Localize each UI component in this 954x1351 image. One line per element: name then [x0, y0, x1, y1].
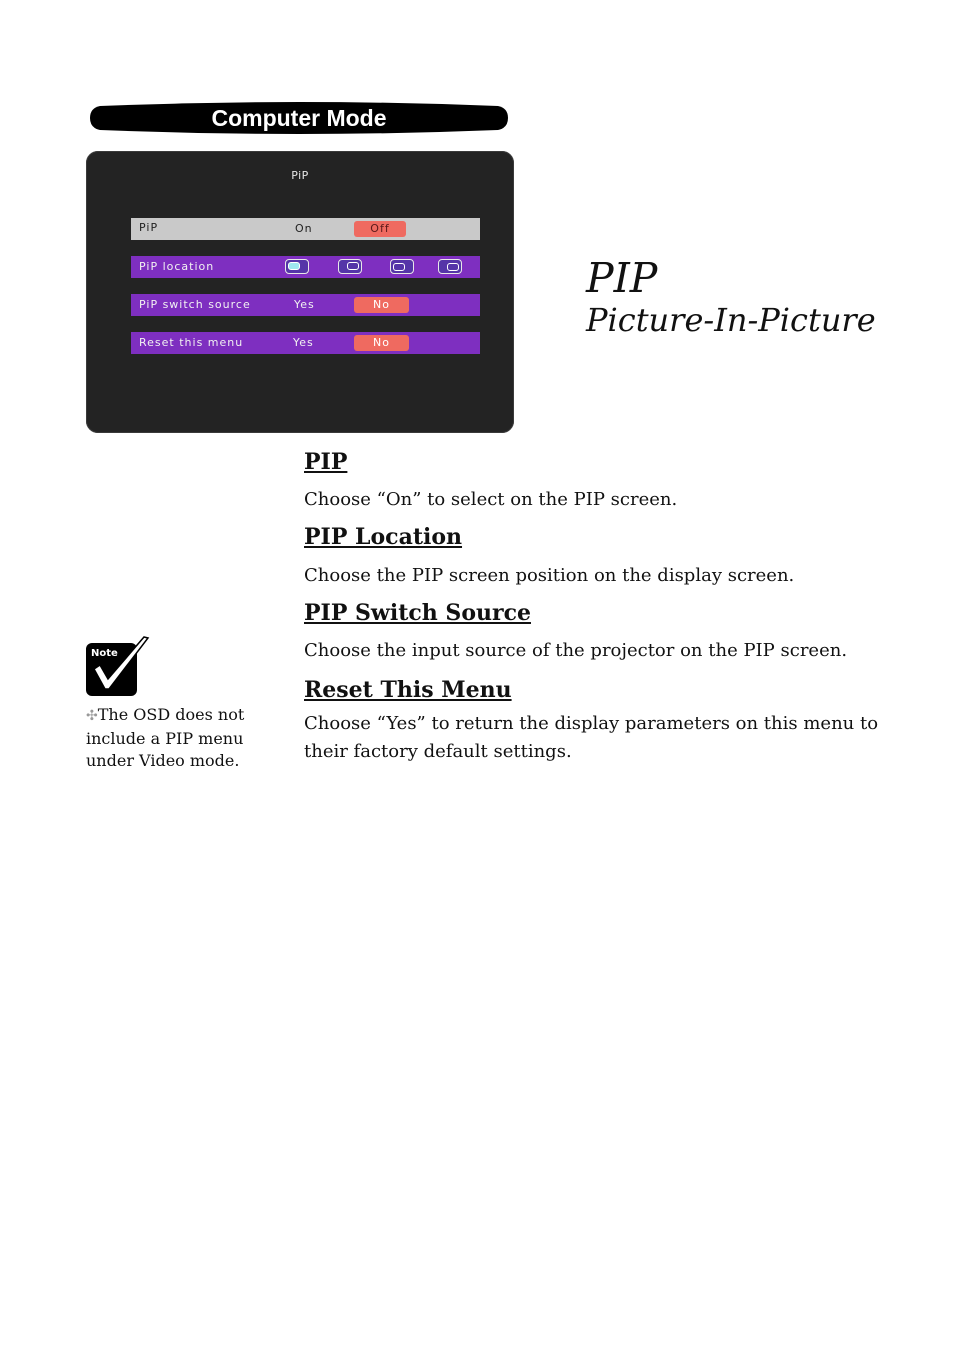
- osd-row-pip-switch-source[interactable]: [131, 294, 480, 316]
- note-icon-label: Note: [91, 648, 118, 659]
- section-heading-pip-location: PIP Location: [304, 524, 463, 550]
- note-body: The OSD does not include a PIP menu under Video mode.: [86, 705, 245, 770]
- osd-option-off[interactable]: Off: [354, 221, 406, 237]
- osd-row-label: PiP: [139, 221, 159, 234]
- section-body-reset-this-menu: Choose “Yes” to return the display parameters on this menu to their factory default settings.: [304, 713, 879, 762]
- page-title: PIP: [586, 254, 658, 302]
- note-bullet-icon: ✣: [86, 708, 98, 724]
- section-body-pip-switch-source: Choose the input source of the projector on the PIP screen.: [304, 640, 848, 661]
- osd-option-yes[interactable]: Yes: [293, 336, 314, 349]
- osd-row-pip[interactable]: [131, 218, 480, 240]
- section-heading-pip: PIP: [304, 449, 348, 475]
- osd-option-no[interactable]: No: [354, 335, 409, 351]
- section-body-pip-location: Choose the PIP screen position on the display screen.: [304, 565, 795, 586]
- bottom-right-position-icon[interactable]: [438, 259, 462, 274]
- bottom-left-position-icon[interactable]: [390, 259, 414, 274]
- osd-pip-menu: [86, 151, 514, 433]
- osd-row-pip-location[interactable]: [131, 256, 480, 278]
- osd-menu-title: PiP: [291, 169, 309, 182]
- osd-row-reset-menu[interactable]: [131, 332, 480, 354]
- page-subtitle: Picture-In-Picture: [586, 301, 876, 339]
- osd-option-no[interactable]: No: [354, 297, 409, 313]
- osd-option-yes[interactable]: Yes: [294, 298, 315, 311]
- computer-mode-label: Computer Mode: [211, 105, 387, 131]
- top-left-position-icon[interactable]: [285, 259, 309, 274]
- section-heading-pip-switch-source: PIP Switch Source: [304, 600, 531, 626]
- osd-row-label: PiP location: [139, 260, 215, 273]
- osd-row-label: Reset this menu: [139, 336, 244, 349]
- section-body-pip: Choose “On” to select on the PIP screen.: [304, 489, 678, 510]
- note-icon: [86, 635, 150, 697]
- computer-mode-banner: [90, 100, 508, 136]
- section-heading-reset-this-menu: Reset This Menu: [304, 677, 512, 703]
- note-text: [86, 704, 276, 773]
- osd-option-on[interactable]: On: [295, 222, 313, 235]
- top-right-position-icon[interactable]: [338, 259, 362, 274]
- osd-row-label: PiP switch source: [139, 298, 251, 311]
